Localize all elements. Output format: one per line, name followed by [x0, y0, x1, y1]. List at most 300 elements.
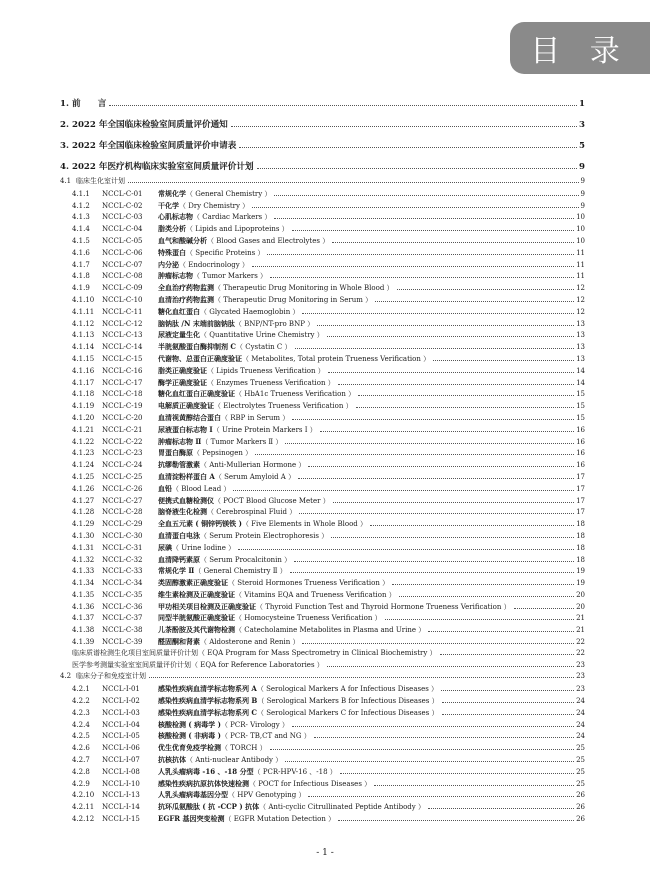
toc-item-number: 4.1.14: [72, 343, 95, 352]
table-of-contents: [60, 96, 585, 825]
toc-item-code: NCCL-C-12: [102, 319, 143, 328]
toc-item-code: NCCL-C-19: [102, 402, 143, 411]
toc-item-code: NCCL-I-15: [102, 815, 140, 824]
leader-dots: [270, 277, 574, 278]
toc-item-code: NCCL-C-32: [102, 555, 143, 564]
toc-item: [60, 270, 585, 282]
toc-section-title: 临床分子和免疫室计划: [76, 672, 146, 681]
toc-section-label: [60, 176, 125, 188]
toc-item-code: NCCL-C-02: [102, 201, 143, 210]
toc-item: [60, 506, 585, 518]
toc-item-code: NCCL-I-14: [102, 803, 140, 812]
toc-item-code: NCCL-I-06: [102, 744, 140, 753]
toc-page-number: 24: [576, 732, 585, 741]
toc-item-number: 4.1.10: [72, 295, 95, 304]
leader-dots: [255, 454, 574, 455]
toc-page-number: 13: [576, 343, 585, 352]
toc-item-label: [60, 388, 355, 400]
toc-item-number: 4.1.8: [72, 272, 90, 281]
leader-dots: [292, 726, 574, 727]
toc-item-code: NCCL-C-05: [102, 236, 143, 245]
toc-item-title-en: （ Lipids Trueness Verification ）: [207, 366, 325, 375]
leader-dots: [233, 490, 574, 491]
toc-item: [60, 554, 585, 566]
toc-item-title-en: （ Serological Markers A for Infectious Diseases ）: [256, 685, 439, 694]
toc-item-title-en: （ Blood Lead ）: [172, 484, 231, 493]
toc-plain-item: [60, 660, 585, 672]
toc-item: [60, 601, 585, 613]
toc-item-code: NCCL-C-01: [102, 189, 143, 198]
toc-item: [60, 742, 585, 754]
leader-dots: [285, 443, 574, 444]
toc-item-title-en: （ Tumor Markers ）: [193, 272, 268, 281]
toc-item-title-cn: 血清降钙素原: [158, 554, 200, 564]
toc-page-number: 10: [576, 225, 585, 234]
toc-item-title-cn: 尿液蛋白标志物 Ⅰ: [158, 424, 213, 434]
toc-page-number: 18: [576, 555, 585, 564]
toc-item-title-en: （ General Chemistry Ⅱ ）: [194, 567, 287, 576]
toc-item-title-en: （ Homocysteine Trueness Verification ）: [235, 614, 382, 623]
leader-dots: [428, 631, 574, 632]
toc-page-number: 22: [576, 648, 585, 657]
toc-item-number: 4.2.5: [72, 732, 90, 741]
toc-item-code: NCCL-C-38: [102, 626, 143, 635]
toc-section-4-1: [60, 176, 585, 188]
toc-title: 目 录: [530, 34, 630, 69]
toc-item-label: [60, 247, 264, 259]
leader-dots: [274, 195, 578, 196]
toc-item-title-cn: 肿瘤标志物: [158, 271, 193, 281]
toc-item-number: 4.1.38: [72, 626, 95, 635]
toc-item-number: 4.2.8: [72, 767, 90, 776]
toc-item-title-en: （ EGFR Mutation Detection ）: [224, 815, 336, 824]
toc-item-number: 4.1.13: [72, 331, 95, 340]
toc-item-title-cn: 全血治疗药物监测: [158, 283, 214, 293]
toc-item: [60, 200, 585, 212]
toc-item: [60, 813, 585, 825]
toc-item-label: [60, 447, 252, 459]
toc-item-title-cn: 类固醇激素正确度验证: [158, 578, 228, 588]
toc-item-number: 4.1.26: [72, 484, 95, 493]
toc-section-entry: [60, 176, 585, 188]
toc-item-title-en: （ EQA for Reference Laboratories ）: [191, 660, 324, 669]
toc-item-title-cn: 同型半胱氨酸正确度验证: [158, 613, 235, 623]
toc-item-number: 4.2.7: [72, 756, 90, 765]
toc-item-label: [60, 282, 394, 294]
toc-item-title-en: （ Thyroid Function Test and Thyroid Hormone Trueness Verification ）: [256, 602, 511, 611]
leader-dots: [308, 796, 574, 797]
toc-page-number: 14: [576, 366, 585, 375]
toc-item-title-cn: 酶学正确度验证: [158, 377, 207, 387]
toc-item-title-cn: 常规化学: [158, 188, 186, 198]
toc-item-code: NCCL-C-26: [102, 484, 143, 493]
toc-item-title-cn: 血清视黄醇结合蛋白: [158, 412, 221, 422]
toc-page-number: 26: [576, 815, 585, 824]
toc-section-4-2-items: [60, 683, 585, 825]
toc-major-entry: [60, 138, 585, 155]
leader-dots: [392, 584, 574, 585]
toc-page-number: 15: [576, 402, 585, 411]
toc-item: [60, 683, 585, 695]
toc-section-label: [60, 671, 146, 683]
toc-item-label: [60, 436, 282, 448]
toc-item-label: [60, 589, 396, 601]
toc-item: [60, 223, 585, 235]
leader-dots: [285, 761, 574, 762]
leader-dots: [441, 690, 574, 691]
toc-item-title-cn: 抗缪勒管激素: [158, 460, 200, 470]
toc-item-title-cn: 感染性疾病血清学标志物系列 C: [158, 707, 258, 717]
toc-item: [60, 695, 585, 707]
toc-item-title-en: （ Tumor Markers Ⅱ ）: [201, 437, 283, 446]
toc-item-number: 4.1.22: [72, 437, 95, 446]
toc-item-title-en: （ Endocrinology ）: [179, 260, 249, 269]
toc-item-number: 4.1.15: [72, 354, 95, 363]
leader-dots: [252, 207, 578, 208]
toc-item-code: NCCL-C-25: [102, 472, 143, 481]
toc-item-code: NCCL-C-36: [102, 602, 143, 611]
toc-item-code: NCCL-C-31: [102, 543, 143, 552]
leader-dots: [356, 407, 574, 408]
toc-item: [60, 589, 585, 601]
toc-item-label: [60, 235, 329, 247]
toc-item-title-cn: 血清淀粉样蛋白 A: [158, 471, 215, 481]
toc-item-title-en: （ Enzymes Trueness Verification ）: [207, 378, 335, 387]
toc-item-title-cn: 心肌标志物: [158, 212, 193, 222]
toc-item-code: NCCL-C-07: [102, 260, 143, 269]
toc-item-code: NCCL-C-24: [102, 461, 143, 470]
toc-item-number: 4.1.7: [72, 260, 90, 269]
toc-item-label: [60, 259, 249, 271]
toc-item-title-en: （ Serological Markers B for Infectious Diseases ）: [257, 697, 439, 706]
toc-page-number: 16: [576, 449, 585, 458]
toc-item-title-en: （ PCR-HPV-16 、-18 ）: [253, 767, 337, 776]
toc-title-tab: [510, 22, 650, 74]
toc-item-label: [60, 542, 235, 554]
toc-item-title-cn: 血气和酸碱分析: [158, 235, 207, 245]
toc-item-number: 4.1.20: [72, 413, 95, 422]
toc-item-label: [60, 554, 291, 566]
toc-item-number: 4.2.12: [72, 815, 95, 824]
toc-item-code: NCCL-C-21: [102, 425, 143, 434]
toc-item-code: NCCL-C-08: [102, 272, 143, 281]
toc-page-number: 10: [576, 213, 585, 222]
toc-item: [60, 789, 585, 801]
toc-item: [60, 341, 585, 353]
toc-item-title-cn: 尿液定量生化: [158, 330, 200, 340]
toc-item-number: 4.1.27: [72, 496, 95, 505]
toc-item-title-cn: EGFR 基因突变检测: [158, 814, 225, 824]
toc-item-number: 4.1.16: [72, 366, 95, 375]
toc-item-number: 4.2.9: [72, 779, 90, 788]
toc-major-entry: [60, 117, 585, 134]
toc-item: [60, 518, 585, 530]
toc-item-title-en: （ Anti-nuclear Antibody ）: [186, 756, 283, 765]
toc-entry-label: 4. 2022 年医疗机构临床实验室室间质量评价计划: [60, 162, 254, 172]
toc-item-title-en: （ Anti-cyclic Citrullinated Peptide Antibody ）: [259, 803, 425, 812]
leader-dots: [302, 643, 574, 644]
toc-item-title-en: （ Anti-Mullerian Hormone ）: [200, 461, 306, 470]
leader-dots: [292, 230, 574, 231]
toc-page-number: 14: [576, 378, 585, 387]
toc-page-number: 17: [576, 496, 585, 505]
toc-item-label: [60, 789, 305, 801]
toc-page-number: 11: [576, 248, 585, 257]
toc-section-4-2: [60, 671, 585, 683]
toc-item: [60, 801, 585, 813]
toc-item-number: 4.1.25: [72, 472, 95, 481]
toc-item-number: 4.2.1: [72, 685, 90, 694]
toc-item-label: [60, 424, 317, 436]
toc-item-label: [60, 778, 371, 790]
toc-item-title-en: （ Glycated Haemoglobin ）: [200, 307, 300, 316]
toc-item-number: 4.1.6: [72, 248, 90, 257]
toc-item-code: NCCL-C-13: [102, 331, 143, 340]
leader-dots: [370, 525, 574, 526]
toc-item-label: [60, 754, 282, 766]
toc-item: [60, 353, 585, 365]
toc-item-label: [60, 766, 337, 778]
toc-item-title-cn: 脑脊液生化检测: [158, 507, 207, 517]
toc-item-title-cn: 常规化学 Ⅱ: [158, 566, 195, 576]
toc-item-title-cn: 肿瘤标志物 Ⅱ: [158, 436, 202, 446]
toc-item-code: NCCL-I-10: [102, 779, 140, 788]
leader-dots: [239, 147, 577, 148]
toc-item-number: 4.2.10: [72, 791, 95, 800]
toc-item-number: 4.1.30: [72, 531, 95, 540]
toc-section-number: 4.2: [60, 672, 72, 681]
toc-item-title-cn: 血铅: [158, 483, 172, 493]
toc-item-number: 4.2.3: [72, 708, 90, 717]
toc-item-title-en: （ Serum Protein Electrophoresis ）: [200, 531, 329, 540]
leader-dots: [428, 808, 574, 809]
toc-item-title-cn: 人乳头瘤病毒基因分型: [158, 790, 228, 800]
toc-item-label: [60, 636, 299, 648]
toc-item: [60, 624, 585, 636]
toc-item-number: 4.1.9: [72, 284, 90, 293]
leader-dots: [399, 596, 574, 597]
toc-item: [60, 365, 585, 377]
toc-item-title-en: （ Serological Markers C for Infectious Diseases ）: [257, 708, 439, 717]
toc-entry-label: 1. 前 言: [60, 99, 107, 109]
toc-item-number: 4.1.34: [72, 579, 95, 588]
toc-item-code: NCCL-C-29: [102, 520, 143, 529]
toc-item-number: 4.1.37: [72, 614, 95, 623]
toc-item: [60, 282, 585, 294]
leader-dots: [109, 105, 577, 106]
toc-page-number: 26: [576, 791, 585, 800]
toc-page-number: 9: [580, 201, 585, 210]
toc-item-code: NCCL-C-15: [102, 354, 143, 363]
leader-dots: [442, 714, 575, 715]
toc-item-label: [60, 601, 511, 613]
toc-section-4-1-extra: [60, 648, 585, 672]
toc-page-number: 20: [576, 590, 585, 599]
toc-item-title-en: （ PCR- TB,CT and NG ）: [220, 732, 311, 741]
toc-item-label: [60, 329, 324, 341]
toc-item-title-cn: 内分泌: [158, 259, 179, 269]
toc-page-number: 21: [576, 614, 585, 623]
leader-dots: [397, 289, 575, 290]
toc-item-title-cn: 医学参考测量实验室室间质量评价计划: [72, 660, 191, 669]
leader-dots: [231, 126, 577, 127]
toc-item-title-en: （ Dry Chemistry ）: [179, 201, 250, 210]
toc-item-code: NCCL-C-03: [102, 213, 143, 222]
toc-item: [60, 754, 585, 766]
toc-item-title-en: （ Lipids and Lipoproteins ）: [186, 225, 289, 234]
toc-item-title-cn: 特殊蛋白: [158, 247, 186, 257]
toc-item-title-cn: 儿茶酚胺及其代谢物检测: [158, 625, 235, 635]
toc-page-number: 13: [576, 319, 585, 328]
toc-page-number: 17: [576, 472, 585, 481]
toc-page-number: 9: [580, 189, 585, 198]
toc-item-label: [60, 483, 230, 495]
toc-item-code: NCCL-C-11: [102, 307, 143, 316]
toc-item-title-en: （ Specific Proteins ）: [186, 248, 265, 257]
toc-item: [60, 730, 585, 742]
toc-item: [60, 766, 585, 778]
toc-page-number: 25: [576, 756, 585, 765]
toc-item-title-en: （ Steroid Hormones Trueness Verification ）: [228, 579, 390, 588]
toc-item-code: NCCL-C-18: [102, 390, 143, 399]
toc-item: [60, 259, 585, 271]
toc-page-number: 17: [576, 508, 585, 517]
leader-dots: [292, 419, 574, 420]
toc-item-label: [60, 471, 295, 483]
toc-item-label: [60, 211, 271, 223]
toc-item-code: NCCL-C-23: [102, 449, 143, 458]
toc-item-title-cn: 血清治疗药物监测: [158, 294, 214, 304]
toc-item-label: [60, 377, 335, 389]
toc-item-title-en: （ POCT Blood Glucose Meter ）: [214, 496, 330, 505]
toc-item-title-cn: 脑钠肽 /N 末端前脑钠肽: [158, 318, 235, 328]
toc-item-title-cn: 代谢物、总蛋白正确度验证: [158, 353, 242, 363]
toc-item-code: NCCL-C-17: [102, 378, 143, 387]
toc-item-label: [60, 400, 353, 412]
toc-item: [60, 412, 585, 424]
toc-item-number: 4.2.11: [72, 803, 95, 812]
toc-item-label: [60, 200, 249, 212]
toc-item-title-en: （ Urine Iodine ）: [172, 543, 236, 552]
leader-dots: [314, 737, 574, 738]
toc-item-code: NCCL-C-33: [102, 567, 143, 576]
toc-item-label: [60, 742, 267, 754]
toc-item-label: [60, 683, 438, 695]
toc-item-code: NCCL-C-10: [102, 295, 143, 304]
leader-dots: [317, 325, 574, 326]
toc-item-title-en: （ TORCH ）: [221, 744, 267, 753]
leader-dots: [270, 749, 574, 750]
toc-page-number: 23: [576, 660, 585, 669]
toc-item-title-cn: 甲功相关项目检测及正确度验证: [158, 601, 256, 611]
toc-page-number: 15: [576, 413, 585, 422]
toc-item: [60, 377, 585, 389]
toc-item: [60, 530, 585, 542]
toc-item-label: [60, 495, 330, 507]
toc-page-number: 11: [576, 260, 585, 269]
toc-item-title-en: （ Electrolytes Trueness Verification ）: [214, 402, 353, 411]
toc-item-code: NCCL-C-28: [102, 508, 143, 517]
toc-item-title-en: （ Blood Gases and Electrolytes ）: [207, 236, 330, 245]
toc-item-title-cn: 电解质正确度验证: [158, 401, 214, 411]
toc-page-number: 25: [576, 779, 585, 788]
toc-page-number: 23: [576, 685, 585, 694]
toc-item-title-en: （ POCT for Infectious Diseases ）: [249, 779, 372, 788]
leader-dots: [302, 313, 574, 314]
toc-item-code: NCCL-I-01: [102, 685, 140, 694]
toc-item-title-cn: 干化学: [158, 200, 179, 210]
leader-dots: [252, 266, 574, 267]
toc-item: [60, 636, 585, 648]
toc-item-title-cn: 优生优育免疫学检测: [158, 743, 221, 753]
toc-item: [60, 471, 585, 483]
toc-item: [60, 483, 585, 495]
toc-page-number: 13: [576, 354, 585, 363]
toc-item-title-en: （ Aldosterone and Renin ）: [200, 638, 300, 647]
toc-page-number: 18: [576, 520, 585, 529]
toc-item: [60, 495, 585, 507]
toc-page-number: 23: [576, 672, 585, 681]
toc-page-number: 18: [576, 531, 585, 540]
toc-item-number: 4.1.28: [72, 508, 95, 517]
toc-item-label: [60, 577, 389, 589]
toc-item-label: [60, 306, 299, 318]
leader-dots: [331, 537, 574, 538]
toc-item: [60, 306, 585, 318]
toc-item-number: 4.2.2: [72, 697, 90, 706]
toc-page-number: 24: [576, 720, 585, 729]
toc-item-title-cn: 感染性疾病血清学标志物系列 B: [158, 696, 258, 706]
toc-item-label: [60, 353, 430, 365]
leader-dots: [294, 561, 574, 562]
toc-item-title-en: （ General Chemistry ）: [186, 189, 272, 198]
toc-item: [60, 459, 585, 471]
toc-item-title-en: （ BNP/NT-pro BNP ）: [234, 319, 315, 328]
toc-item: [60, 447, 585, 459]
toc-page-number: 18: [576, 543, 585, 552]
toc-item-code: NCCL-C-27: [102, 496, 143, 505]
toc-page-number: 25: [576, 744, 585, 753]
toc-item-number: 4.1.4: [72, 225, 90, 234]
toc-item-number: 4.2.6: [72, 744, 90, 753]
leader-dots: [333, 502, 574, 503]
toc-item-title-cn: 临床质谱检测生化项目室间质量评价计划: [72, 648, 198, 657]
toc-item-number: 4.1.19: [72, 402, 95, 411]
toc-item: [60, 719, 585, 731]
toc-item-title-cn: 便携式血糖检测仪: [158, 495, 214, 505]
toc-item-title-cn: 脂类正确度验证: [158, 365, 207, 375]
leader-dots: [298, 478, 574, 479]
toc-item: [60, 612, 585, 624]
toc-item-number: 4.1.3: [72, 213, 90, 222]
toc-entry-label: 3. 2022 年全国临床检验室间质量评价申请表: [60, 141, 237, 151]
toc-page-number: 15: [576, 390, 585, 399]
leader-dots: [128, 182, 579, 183]
toc-item-title-cn: 抗环瓜氨酸肽 ( 抗 -CCP ) 抗体: [158, 802, 260, 812]
toc-major-entry: [60, 159, 585, 176]
toc-item-title-cn: 醛固酮和肾素: [158, 637, 200, 647]
toc-item-number: 4.1.2: [72, 201, 90, 210]
toc-item-code: NCCL-C-30: [102, 531, 143, 540]
toc-item-title-en: （ Cardiac Markers ）: [193, 213, 272, 222]
toc-section-entry: [60, 671, 585, 683]
toc-item-code: NCCL-C-39: [102, 638, 143, 647]
toc-item-label: [60, 801, 425, 813]
toc-item-title-cn: 全血五元素 ( 铜锌钙镁铁 ): [158, 519, 242, 529]
toc-section-4-1-items: [60, 188, 585, 648]
leader-dots: [327, 336, 574, 337]
toc-item-number: 4.1.23: [72, 449, 95, 458]
